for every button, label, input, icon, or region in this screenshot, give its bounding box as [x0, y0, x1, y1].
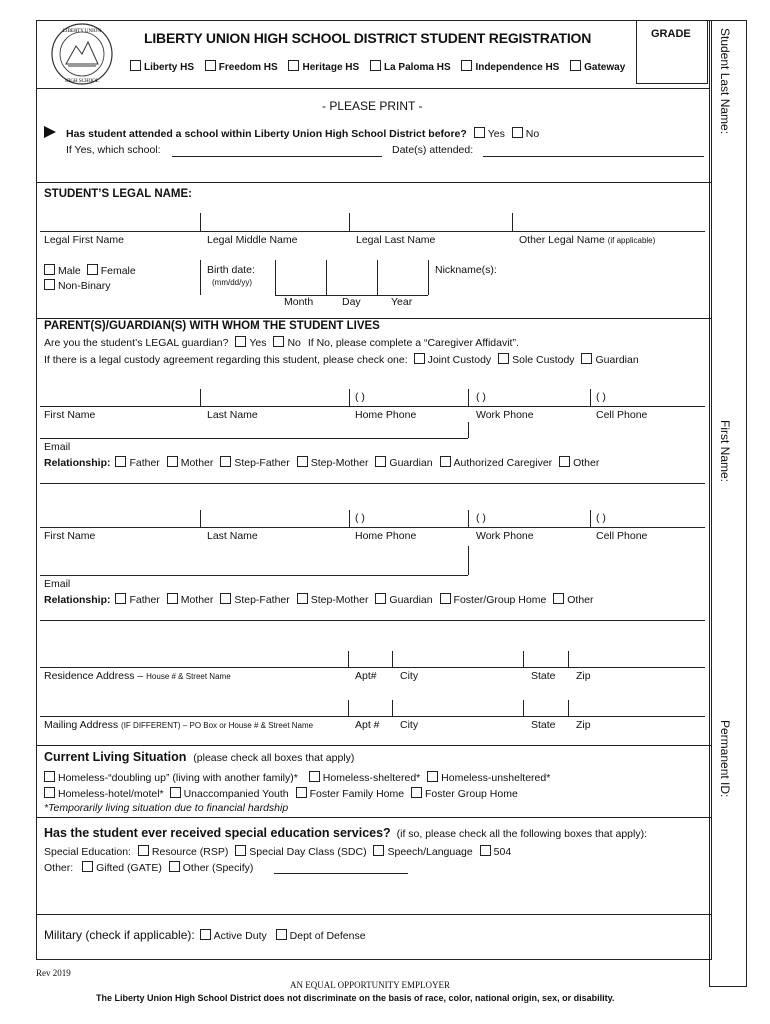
rsp-checkbox[interactable]: [138, 845, 149, 856]
sped-other-options: Other: Gifted (GATE) Other (Specify): [44, 862, 254, 874]
mailing-address-label: Mailing Address (IF DIFFERENT) – PO Box or House # & Street Name: [44, 719, 314, 731]
other-legal-name-label: Other Legal Name (if applicable): [519, 234, 656, 246]
parent1-work-phone-label: Work Phone: [476, 409, 534, 421]
arrow-right-icon: [44, 126, 56, 141]
guardian-custody-checkbox[interactable]: [581, 353, 592, 364]
year-label: Year: [391, 296, 413, 308]
school-checkboxes: Liberty HS Freedom HS Heritage HS La Paloma HS Independence HS Gateway: [130, 60, 633, 73]
birth-date-format: (mm/dd/yy): [212, 278, 252, 287]
svg-text:HIGH SCHOOL: HIGH SCHOOL: [65, 79, 99, 84]
female-checkbox[interactable]: [87, 264, 98, 275]
residence-city-label: City: [400, 670, 419, 682]
parent2-relationship: Relationship: Father Mother Step-Father Step-Mother Guardian Foster/Group Home Other: [44, 594, 594, 606]
mailing-zip-label: Zip: [576, 719, 591, 731]
parent1-first-name-label: First Name: [44, 409, 96, 421]
legal-name-field-line[interactable]: [40, 231, 705, 232]
living-heading: Current Living Situation (please check all boxes that apply): [44, 750, 355, 764]
school-checkbox-la-paloma[interactable]: [370, 60, 381, 71]
mailing-state-label: State: [531, 719, 556, 731]
eoe-statement: AN EQUAL OPPORTUNITY EMPLOYER: [290, 980, 451, 990]
homeless-hotel-checkbox[interactable]: [44, 787, 55, 798]
living-footnote: *Temporarily living situation due to financial hardship: [44, 802, 289, 814]
form-title: LIBERTY UNION HIGH SCHOOL DISTRICT STUDENT REGISTRATION: [144, 30, 592, 46]
legal-guardian-yes-checkbox[interactable]: [235, 336, 246, 347]
side-first-name-label: First Name:: [718, 420, 732, 483]
parent2-email-field[interactable]: [40, 575, 468, 576]
attended-no-checkbox[interactable]: [512, 127, 523, 138]
parent2-first-name-label: First Name: [44, 530, 96, 542]
p1-stepfather-checkbox[interactable]: [220, 456, 231, 467]
joint-custody-checkbox[interactable]: [414, 353, 425, 364]
student-heading: STUDENT’S LEGAL NAME:: [44, 188, 193, 200]
dept-defense-checkbox[interactable]: [276, 929, 287, 940]
revision-label: Rev 2019: [36, 968, 71, 978]
residence-state-label: State: [531, 670, 556, 682]
active-duty-checkbox[interactable]: [200, 929, 211, 940]
p2-father-checkbox[interactable]: [115, 593, 126, 604]
p2-foster-checkbox[interactable]: [440, 593, 451, 604]
p1-stepmother-checkbox[interactable]: [297, 456, 308, 467]
svg-text:LIBERTY UNION: LIBERTY UNION: [63, 29, 101, 34]
mailing-address-field[interactable]: [40, 716, 705, 717]
homeless-doubling-checkbox[interactable]: [44, 771, 55, 782]
sped-heading: Has the student ever received special education services? (if so, please check all the following boxes that apply):: [44, 826, 647, 840]
p2-mother-checkbox[interactable]: [167, 593, 178, 604]
mailing-apt-label: Apt #: [355, 719, 380, 731]
parent2-work-phone-label: Work Phone: [476, 530, 534, 542]
homeless-unsheltered-checkbox[interactable]: [427, 771, 438, 782]
student-section: [36, 182, 712, 319]
p1-caregiver-checkbox[interactable]: [440, 456, 451, 467]
unaccompanied-youth-checkbox[interactable]: [170, 787, 181, 798]
sped-options: Special Education: Resource (RSP) Special Day Class (SDC) Speech/Language 504: [44, 846, 512, 858]
parent2-name-phone-line[interactable]: [40, 527, 705, 528]
nickname-label: Nickname(s):: [435, 264, 497, 276]
p1-other-checkbox[interactable]: [559, 456, 570, 467]
foster-family-checkbox[interactable]: [296, 787, 307, 798]
parent1-email-field[interactable]: [40, 438, 468, 439]
day-label: Day: [342, 296, 361, 308]
side-panel: [709, 20, 747, 987]
other-specify-checkbox[interactable]: [169, 861, 180, 872]
side-last-name-label: Student Last Name:: [718, 28, 732, 135]
parent1-last-name-label: Last Name: [207, 409, 258, 421]
gender-options: Male Female Non-Binary: [44, 264, 136, 294]
month-label: Month: [284, 296, 314, 308]
504-checkbox[interactable]: [480, 845, 491, 856]
attended-yes-checkbox[interactable]: [474, 127, 485, 138]
gate-checkbox[interactable]: [82, 861, 93, 872]
nonbinary-checkbox[interactable]: [44, 279, 55, 290]
legal-first-name-label: Legal First Name: [44, 234, 124, 246]
parent2-home-phone-label: Home Phone: [355, 530, 417, 542]
parent2-cell-phone-label: Cell Phone: [596, 530, 648, 542]
district-seal-logo: [48, 20, 116, 88]
parent1-email-label: Email: [44, 441, 71, 453]
residence-zip-label: Zip: [576, 670, 591, 682]
nondiscrimination-statement: The Liberty Union High School District does not discriminate on the basis of race, color, national origin, sex, or disability.: [96, 993, 615, 1003]
male-checkbox[interactable]: [44, 264, 55, 275]
parent1-cell-phone-label: Cell Phone: [596, 409, 648, 421]
custody-question: If there is a legal custody agreement regarding this student, please check one: Joint Custody Sole Custody Guardian: [44, 354, 639, 366]
parent1-name-phone-line[interactable]: [40, 406, 705, 407]
p2-stepmother-checkbox[interactable]: [297, 593, 308, 604]
p1-mother-checkbox[interactable]: [167, 456, 178, 467]
military-row: Military (check if applicable): Active Duty Dept of Defense: [44, 928, 366, 942]
residence-apt-label: Apt#: [355, 670, 377, 682]
parent2-last-name-label: Last Name: [207, 530, 258, 542]
parent1-relationship: Relationship: Father Mother Step-Father Step-Mother Guardian Authorized Caregiver Other: [44, 457, 600, 469]
school-checkbox-gateway[interactable]: [570, 60, 581, 71]
school-checkbox-freedom[interactable]: [205, 60, 216, 71]
other-specify-field[interactable]: [274, 873, 408, 874]
dates-attended-field[interactable]: [483, 156, 704, 157]
birth-date-label: Birth date:: [207, 264, 255, 276]
mailing-city-label: City: [400, 719, 419, 731]
please-print: - PLEASE PRINT -: [322, 99, 423, 113]
school-checkbox-independence[interactable]: [461, 60, 472, 71]
foster-group-checkbox[interactable]: [411, 787, 422, 798]
legal-guardian-question: Are you the student’s LEGAL guardian? Yes No If No, please complete a “Caregiver Affidavit”.: [44, 337, 519, 349]
p2-guardian-checkbox[interactable]: [375, 593, 386, 604]
grade-label: GRADE: [651, 28, 691, 40]
side-permanent-id-label: Permanent ID:: [718, 720, 732, 798]
residence-address-label: Residence Address – House # & Street Name: [44, 670, 231, 682]
residence-address-field[interactable]: [40, 667, 705, 668]
p2-other-checkbox[interactable]: [553, 593, 564, 604]
living-row-2: Homeless-hotel/motel* Unaccompanied Youth Foster Family Home Foster Group Home: [44, 787, 518, 800]
parent2-other-line[interactable]: [40, 620, 705, 621]
speech-language-checkbox[interactable]: [373, 845, 384, 856]
which-school-label: If Yes, which school:: [66, 144, 161, 156]
which-school-field[interactable]: [172, 156, 382, 157]
p1-father-checkbox[interactable]: [115, 456, 126, 467]
p1-guardian-checkbox[interactable]: [375, 456, 386, 467]
parent1-other-line[interactable]: [40, 483, 705, 484]
sdc-checkbox[interactable]: [235, 845, 246, 856]
sole-custody-checkbox[interactable]: [498, 353, 509, 364]
legal-guardian-no-checkbox[interactable]: [273, 336, 284, 347]
school-checkbox-heritage[interactable]: [288, 60, 299, 71]
homeless-sheltered-checkbox[interactable]: [309, 771, 320, 782]
legal-middle-name-label: Legal Middle Name: [207, 234, 298, 246]
dates-attended-label: Date(s) attended:: [392, 144, 474, 156]
living-row-1: Homeless-“doubling up” (living with another family)* Homeless-sheltered* Homeless-unsheltered*: [44, 771, 550, 784]
header-divider: [36, 88, 710, 89]
parents-heading: PARENT(S)/GUARDIAN(S) WITH WHOM THE STUDENT LIVES: [44, 320, 380, 332]
attended-question-row: Has student attended a school within Liberty Union High School District before? Yes No: [66, 128, 540, 140]
parent1-home-phone-label: Home Phone: [355, 409, 417, 421]
parent2-email-label: Email: [44, 578, 71, 590]
legal-last-name-label: Legal Last Name: [356, 234, 436, 246]
school-checkbox-liberty[interactable]: [130, 60, 141, 71]
p2-stepfather-checkbox[interactable]: [220, 593, 231, 604]
